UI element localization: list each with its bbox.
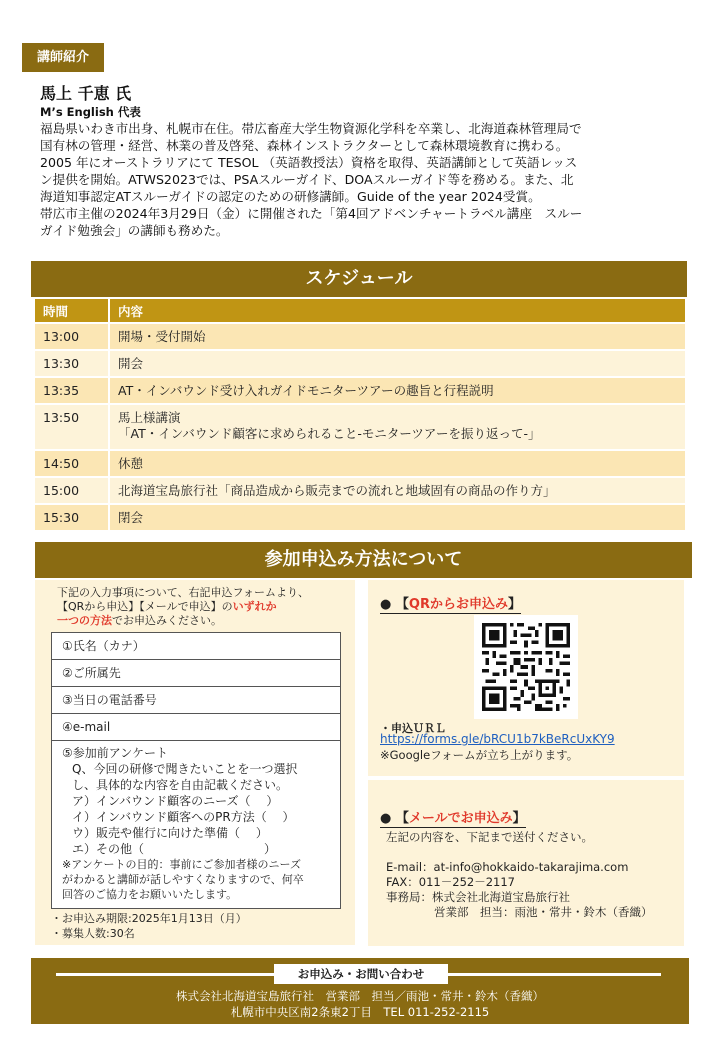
field-email: ④e-mail bbox=[52, 714, 340, 741]
bracket-open: 【 bbox=[395, 811, 409, 826]
bracket-close: 】 bbox=[507, 597, 521, 612]
bio-line: 海道知事認定ATスルーガイドの認定のための研修講師。Guide of the year 2024受賞。 bbox=[40, 189, 541, 204]
section-tag-instructor: 講師紹介 bbox=[22, 43, 104, 72]
apply-form-panel bbox=[35, 580, 355, 945]
bullet-icon: ● bbox=[380, 597, 392, 612]
footer-address: 札幌市中央区南2条東2丁目 TEL 011-252-2115 bbox=[230, 1005, 490, 1019]
bracket-open: 【 bbox=[395, 597, 409, 612]
contact-footer bbox=[31, 958, 689, 1024]
deadline: ・お申込み期限:2025年1月13日（月） bbox=[51, 912, 247, 925]
content-line: 「AT・インバウンド顧客に求められること-モニターツアーを振り返って-」 bbox=[118, 426, 541, 441]
instructor-organization: M’s English 代表 bbox=[40, 105, 141, 119]
field-phone: ③当日の電話番号 bbox=[52, 687, 340, 714]
bio-line: ン提供を開始。ATWS2023では、PSAスルーガイド、DOAスルーガイド等を務める。また、北 bbox=[40, 172, 574, 187]
survey-question: し、具体的な内容を自由記載ください。 bbox=[72, 778, 289, 792]
survey-note: がわかると講師が話しやすくなりますので、何卒 bbox=[62, 873, 304, 886]
survey-option: エ）その他（ ） bbox=[72, 842, 277, 856]
schedule-content bbox=[109, 477, 685, 504]
contact-office: 事務局：株式会社北海道宝島旅行社 bbox=[386, 890, 570, 904]
content-line: 開会 bbox=[118, 356, 144, 371]
field-name: ①氏名（カナ） bbox=[52, 633, 340, 660]
qr-code[interactable] bbox=[474, 615, 578, 719]
footer-company: 株式会社北海道宝島旅行社 営業部 担当／雨池・常井・鈴木（香織） bbox=[176, 989, 544, 1003]
survey-heading: ⑤参加前アンケート bbox=[62, 746, 169, 760]
mail-instruction: 左記の内容を、下記まで送付ください。 bbox=[386, 830, 593, 844]
survey-question: Q、今回の研修で聞きたいことを一つ選択 bbox=[72, 762, 298, 776]
survey-option: ア）インバウンド顧客のニーズ（ ） bbox=[72, 794, 279, 808]
schedule-content bbox=[109, 350, 685, 377]
content-line: 休憩 bbox=[118, 456, 144, 471]
qr-code-icon bbox=[482, 623, 570, 711]
instructor-bio bbox=[40, 120, 688, 239]
content-line: 北海道宝島旅行社「商品造成から販売までの流れと地域固有の商品の作り方」 bbox=[118, 483, 556, 498]
content-line: 開場・受付開始 bbox=[118, 329, 206, 344]
schedule-row bbox=[35, 404, 685, 450]
footer-tag: お申込み・お問い合わせ bbox=[274, 964, 448, 984]
schedule-row bbox=[35, 350, 685, 377]
intro-line bbox=[57, 600, 347, 614]
mail-apply-label: メールでお申込み bbox=[408, 811, 513, 826]
schedule-content bbox=[109, 323, 685, 350]
survey-option: イ）インバウンド顧客へのPR方法（ ） bbox=[72, 810, 295, 824]
schedule-row bbox=[35, 477, 685, 504]
input-items-box bbox=[51, 632, 341, 909]
column-header-time: 時間 bbox=[35, 299, 109, 323]
mail-apply-body bbox=[386, 830, 681, 920]
contact-staff: 営業部 担当：雨池・常井・鈴木（香織） bbox=[434, 905, 653, 919]
apply-intro bbox=[57, 586, 347, 628]
schedule-row bbox=[35, 450, 685, 477]
schedule-time: 13:35 bbox=[35, 377, 109, 404]
intro-line: 下記の入力事項について、右記申込フォームより、 bbox=[57, 586, 310, 599]
survey-note: 回答のご協力をお願いいたします。 bbox=[62, 888, 238, 901]
mail-apply-title bbox=[380, 807, 526, 828]
intro-text: でお申込みください。 bbox=[112, 614, 222, 627]
schedule-time: 15:00 bbox=[35, 477, 109, 504]
bio-line: ガイド勉強会」の講師も務めた。 bbox=[40, 223, 229, 238]
schedule-content bbox=[109, 450, 685, 477]
intro-emphasis: 一つの方法 bbox=[57, 614, 112, 627]
content-line: 閉会 bbox=[118, 510, 144, 525]
apply-form-link[interactable]: https://forms.gle/bRCU1b7kBeRcUxKY9 bbox=[380, 732, 615, 746]
schedule-time: 13:30 bbox=[35, 350, 109, 377]
schedule-content bbox=[109, 377, 685, 404]
bio-line: 2005 年にオーストラリアにて TESOL （英語教授法）資格を取得、英語講師として英語レッス bbox=[40, 155, 578, 170]
capacity: ・募集人数:30名 bbox=[51, 927, 135, 940]
survey-option: ウ）販売や催行に向けた準備（ ） bbox=[72, 826, 268, 840]
qr-apply-label: QRからお申込み bbox=[408, 597, 508, 612]
bio-line: 帯広市主催の2024年3月29日（金）に開催された「第4回アドベンチャートラベル講座 スルー bbox=[40, 206, 583, 221]
apply-footnotes bbox=[51, 911, 247, 941]
content-line: AT・インバウンド受け入れガイドモニターツアーの趣旨と行程説明 bbox=[118, 383, 494, 398]
schedule-header: スケジュール bbox=[31, 261, 687, 297]
qr-apply-panel bbox=[368, 580, 684, 776]
schedule-time: 14:50 bbox=[35, 450, 109, 477]
schedule-content bbox=[109, 404, 685, 450]
intro-emphasis: いずれか bbox=[232, 600, 277, 613]
url-note: ※Googleフォームが立ち上がります。 bbox=[380, 748, 579, 762]
bio-line: 福島県いわき市出身、札幌市在住。帯広畜産大学生物資源化学科を卒業し、北海道森林管理局で bbox=[40, 121, 582, 136]
schedule-table bbox=[35, 299, 685, 532]
mail-apply-panel bbox=[368, 780, 684, 946]
schedule-time: 15:30 bbox=[35, 504, 109, 531]
column-header-content: 内容 bbox=[109, 299, 685, 323]
url-label: ・申込ＵＲＬ bbox=[380, 722, 446, 735]
content-line: 馬上様講演 bbox=[118, 410, 181, 425]
schedule-content bbox=[109, 504, 685, 531]
survey-note: ※アンケートの目的：事前にご参加者様のニーズ bbox=[62, 858, 302, 871]
bio-line: 国有林の管理・経営、林業の普及啓発、森林インストラクターとして森林環境教育に携わる。 bbox=[40, 138, 569, 153]
contact-email[interactable]: E-mail：at-info@hokkaido-takarajima.com bbox=[386, 860, 629, 874]
apply-header: 参加申込み方法について bbox=[35, 542, 692, 578]
intro-text: 【QRから申込】【メールで申込】の bbox=[57, 600, 233, 613]
contact-fax: FAX：011－252－2117 bbox=[386, 875, 515, 889]
schedule-time: 13:00 bbox=[35, 323, 109, 350]
bullet-icon: ● bbox=[380, 811, 392, 826]
field-affiliation: ②ご所属先 bbox=[52, 660, 340, 687]
qr-apply-title bbox=[380, 593, 521, 614]
bracket-close: 】 bbox=[512, 811, 526, 826]
schedule-row bbox=[35, 504, 685, 531]
instructor-name: 馬上 千恵 氏 bbox=[40, 84, 132, 103]
intro-line bbox=[57, 614, 347, 628]
field-survey bbox=[52, 741, 340, 908]
schedule-row bbox=[35, 377, 685, 404]
schedule-time: 13:50 bbox=[35, 404, 109, 450]
schedule-row bbox=[35, 323, 685, 350]
